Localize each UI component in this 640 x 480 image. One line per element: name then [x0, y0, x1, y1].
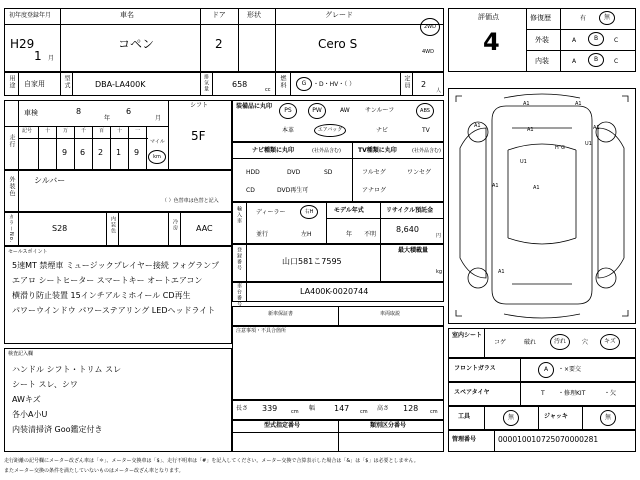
sales-point-line: エアロ シートヒーター スマートキー オートエアコン: [12, 276, 203, 285]
place-unit: 千: [81, 128, 87, 134]
tools-none-circle: 無: [503, 410, 519, 426]
tv: TV: [422, 127, 430, 134]
glass-a-circle: A: [538, 362, 554, 378]
ext-grade-a: A: [572, 37, 577, 44]
right-h-circle: 右H: [300, 205, 318, 219]
damage-mark: A1: [575, 101, 582, 107]
shape-label: 形状: [247, 11, 261, 19]
month-unit: 月: [48, 55, 55, 62]
damage-mark: A1: [492, 183, 499, 189]
width-unit: cm: [360, 409, 368, 415]
ps-circle: PS: [279, 103, 297, 119]
seat-option: コゲ: [494, 339, 507, 346]
color-label: 外装色: [8, 176, 15, 197]
tv-type: アナログ: [362, 187, 387, 194]
exterior-label: 外装: [535, 36, 549, 44]
seat-dirty-circle: 汚れ: [550, 334, 570, 350]
import-label: 輸入車: [236, 206, 242, 224]
drive-2wd-circle: 2WD: [420, 18, 440, 36]
sales-point-line: 横滑り防止装置 15インチアルミホイール CD再生: [12, 291, 191, 300]
spare-t: T: [541, 390, 545, 397]
use-value: 自家用: [24, 80, 45, 88]
equipment-label: 装備品に丸印: [236, 103, 273, 110]
spare-missing: ・欠: [604, 390, 617, 397]
navi-type: SD: [324, 169, 333, 176]
spare-label: スペアタイヤ: [454, 389, 490, 396]
recycle-value: 8,640: [396, 225, 419, 234]
notes-block: [232, 326, 444, 400]
glass-option: ・×要交: [558, 366, 582, 373]
footer-line2: またメーター交換の条件を満たしていないものはメーター改ざん車となります。: [4, 468, 184, 474]
control-label: 管理番号: [452, 436, 477, 443]
manual: 車両取説: [380, 311, 401, 317]
color-code: S28: [52, 224, 68, 233]
interior-label: 内装: [535, 57, 549, 65]
mile-label: マイル: [150, 139, 165, 145]
sales-point-line: パワーウインドウ パワーステアリング LEDヘッドライト: [12, 306, 216, 315]
displacement-value: 658: [232, 80, 248, 89]
first-reg-era: H29: [10, 37, 35, 51]
control-value: 000010010725070000281: [498, 435, 599, 444]
navi: ナビ: [376, 127, 389, 134]
interior-color-label: 内装色: [110, 216, 116, 234]
interior-seat-label: 室内シート: [452, 332, 483, 339]
color-code-label: カラーNo.: [8, 214, 14, 244]
displacement-label: 排気量: [203, 74, 209, 92]
mileage-label: 走行: [8, 134, 15, 148]
navi-header: ナビ種類に丸印: [252, 147, 295, 154]
plate-value: 山口581こ7595: [282, 257, 342, 266]
repair-no-circle: 無: [599, 11, 615, 25]
ext-grade-c: C: [614, 37, 619, 44]
shift-value: 5F: [191, 129, 206, 143]
spare-kit: ・修理KIT: [558, 390, 586, 397]
model-value: DBA-LA400K: [95, 80, 146, 89]
person-unit: 人: [436, 88, 442, 94]
height-label: 高さ: [377, 405, 390, 412]
glass-label: フロントガラス: [454, 365, 496, 372]
mileage-digit: 9: [62, 148, 68, 157]
damage-mark: A1: [533, 185, 540, 191]
damage-mark: A1: [523, 101, 530, 107]
place-unit: 百: [99, 128, 105, 134]
model-year-unit: 年: [346, 231, 353, 238]
tv-header: TV種類に丸印: [358, 147, 397, 154]
sunroof: サンルーフ: [365, 107, 395, 114]
coolant-label: 冷房: [172, 219, 178, 231]
color-value: シルバー: [34, 176, 66, 185]
recycle-label: リサイクル預託金: [386, 207, 434, 214]
car-name: コペン: [118, 37, 155, 51]
max-load-kg: kg: [436, 269, 443, 275]
inspector-note-line: 内装清掃済 Goo鑑定付き: [12, 425, 103, 434]
damage-mark: U1: [585, 141, 592, 147]
navi-header-note: (社外品含む): [312, 148, 341, 154]
doors-value: 2: [215, 37, 223, 51]
capacity-label: 定員: [403, 75, 410, 89]
seat-option: 穴: [582, 339, 589, 346]
length-value: 339: [262, 404, 278, 413]
footer-line1: 走行距離の記号欄にメーター改ざん車は「＊」、メーター交換車は「$」、走行不明車は「#」を記入してください。メーター交換で合算表示した場合は「&」は「$」は必要としません。: [4, 458, 419, 464]
inspector-note-line: AWキズ: [12, 395, 41, 404]
navi-type: CD: [246, 187, 255, 194]
height-unit: cm: [430, 409, 438, 415]
import-parallel: 並行: [256, 231, 269, 238]
inspection-year: 8: [76, 107, 82, 116]
model-year-unknown: 不明: [364, 231, 377, 238]
inspection-month-unit: 月: [155, 115, 162, 122]
capacity-value: 2: [421, 80, 427, 89]
abs-circle: ABS: [416, 103, 434, 119]
sales-point-line: 5速MT 禁煙車 ミュージックプレイヤー接続 フォグランプ: [12, 261, 220, 270]
damage-mark: A1: [498, 269, 505, 275]
left-h: 左H: [301, 231, 312, 238]
first-reg-label: 初年度登録年月: [9, 12, 52, 19]
tools-label: 工具: [458, 413, 471, 420]
memo-label: 記号: [22, 128, 33, 134]
inspector-note-line: シート スレ、シワ: [12, 380, 78, 389]
km-circle: km: [148, 150, 166, 164]
type-label: 型式指定番号: [264, 422, 301, 429]
row2-block: [4, 72, 444, 96]
inspector-notes-label: 検査記入欄: [8, 351, 34, 357]
import-dealer: ディーラー: [256, 209, 286, 216]
damage-mark: A1: [593, 125, 600, 131]
recycle-yen: 円: [436, 233, 442, 239]
mileage-digit: 9: [134, 148, 140, 157]
grade-value: Cero S: [318, 37, 358, 51]
tv-type: ワンセグ: [407, 169, 432, 176]
int-grade-a: A: [572, 58, 577, 65]
navi-type: DVD: [287, 169, 301, 176]
fuel-label: 燃料: [279, 75, 286, 89]
doors-label: ドア: [212, 11, 226, 19]
inspector-note-line: ハンドル シフト・トリム スレ: [12, 365, 122, 374]
inspection-year-unit: 年: [104, 115, 111, 122]
seat-option: 破れ: [524, 339, 537, 346]
first-reg-month: 1: [34, 49, 42, 63]
vin-value: LA400K-0020744: [300, 287, 369, 296]
place-unit: 一: [135, 128, 141, 134]
inspection-label: 車検: [24, 109, 38, 117]
pw-circle: PW: [308, 103, 326, 119]
grade-label: グレード: [325, 11, 353, 19]
coolant-value: AAC: [196, 224, 213, 233]
width-label: 幅: [309, 405, 316, 412]
notes-label: 注意事項・不具合箇所: [236, 328, 287, 334]
jack-label: ジャッキ: [544, 413, 568, 420]
place-unit: 十: [45, 128, 51, 134]
navi-type: DVD再生可: [277, 187, 309, 194]
mileage-digit: 1: [116, 148, 122, 157]
color-note: （ ）色替車は色替と記入: [162, 198, 219, 204]
tv-header-note: (社外品含む): [412, 148, 441, 154]
navi-type: HDD: [246, 169, 260, 176]
model-label: 型式: [63, 75, 70, 89]
seat-scratch-circle: キズ: [600, 334, 620, 350]
width-value: 147: [334, 404, 350, 413]
length-label: 長さ: [236, 405, 249, 412]
fuel-g-circle: G: [296, 77, 312, 91]
class-label: 類別区分番号: [370, 422, 407, 429]
plate-label: 登録番号: [236, 247, 242, 271]
warranty: 新車保証書: [268, 311, 294, 317]
int-grade-b-circle: B: [588, 53, 604, 67]
use-label: 用途: [8, 75, 15, 89]
score-label: 評価点: [478, 13, 499, 21]
leather: 本革: [282, 127, 295, 134]
cc-unit: cc: [265, 87, 271, 93]
inspector-note-line: 各小A小U: [12, 410, 48, 419]
int-grade-c: C: [614, 58, 619, 65]
jack-none-circle: 無: [600, 410, 616, 426]
aw: AW: [340, 107, 350, 114]
place-unit: 万: [63, 128, 69, 134]
damage-mark: U1: [520, 159, 527, 165]
tv-type: フルセグ: [362, 169, 386, 176]
place-unit: 十: [117, 128, 123, 134]
max-load-label: 最大積載量: [398, 247, 429, 254]
drive-4wd: 4WD: [422, 49, 434, 55]
mileage-digit: 6: [80, 148, 86, 157]
inspection-month: 6: [126, 107, 132, 116]
vin-label: 車台番号: [236, 283, 242, 307]
repair-yes: 有: [580, 15, 587, 22]
shift-label: シフト: [190, 102, 209, 109]
score-value: 4: [483, 28, 500, 56]
height-value: 128: [403, 404, 419, 413]
repair-label: 修復歴: [530, 14, 551, 22]
car-name-label: 車名: [120, 11, 134, 19]
damage-mark: A1: [474, 123, 481, 129]
length-unit: cm: [291, 409, 299, 415]
model-year-label: モデル年式: [334, 207, 364, 214]
damage-mark: A1: [527, 127, 534, 133]
fuel-rest: ・D・HV・（ ）: [313, 81, 356, 88]
damage-center-mark: H"G: [555, 145, 565, 151]
sales-points-label: セールスポイント: [8, 249, 48, 255]
airbag-circle: エアバッグ: [314, 124, 346, 137]
mileage-digit: 2: [98, 148, 104, 157]
ext-grade-b-circle: B: [588, 32, 604, 46]
